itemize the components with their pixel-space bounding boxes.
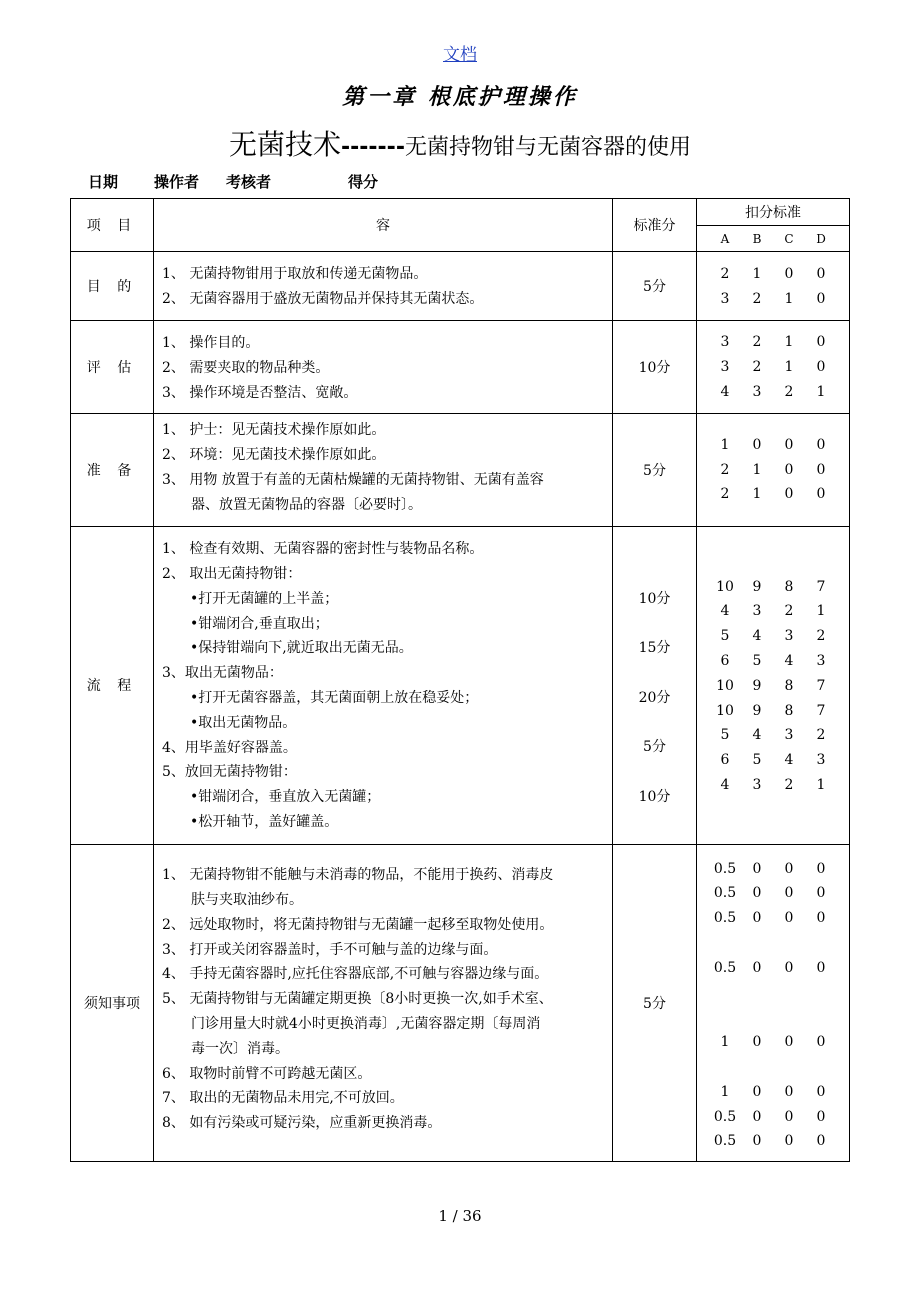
- score-cell: 3: [816, 652, 826, 669]
- content-line: •保持钳端向下,就近取出无菌无品。: [190, 640, 413, 657]
- grade-a: A: [720, 231, 730, 246]
- row-content: [154, 414, 613, 526]
- score-cell: 2: [720, 265, 730, 282]
- score-cell: 9: [752, 578, 762, 595]
- row-content: [154, 321, 613, 414]
- row-standard: 10分: [613, 321, 697, 414]
- score-cell: 0: [784, 436, 794, 453]
- row-standard: 5分: [613, 844, 697, 1161]
- content-line: 4、 手持无菌容器时,应托住容器底部,不可触与容器边缘与面。: [162, 966, 549, 983]
- score-cell: 7: [816, 578, 826, 595]
- score-cell: 0: [784, 885, 794, 902]
- row-item: 流 程: [71, 526, 154, 844]
- score-cell: 1: [784, 358, 794, 375]
- score-cell: 4: [720, 383, 730, 400]
- score-cell: 0: [752, 860, 762, 877]
- content-line: •取出无菌物品。: [190, 714, 297, 731]
- score-cell: [773, 1055, 805, 1080]
- score-cell: 4: [752, 727, 762, 744]
- content-line: 1、 无菌持物钳不能触与未消毒的物品，不能用于换药、消毒皮: [162, 867, 554, 884]
- score-cell: 2: [720, 486, 730, 503]
- score-cell: 0: [816, 486, 826, 503]
- table-row: [71, 414, 850, 526]
- content-line: •打开无菌容器盖，其无菌面朝上放在稳妥处；: [190, 690, 479, 707]
- field-examiner: 考核者: [226, 173, 272, 191]
- title-sub: 无菌持物钳与无菌容器的使用: [404, 135, 691, 160]
- score-cell: 3: [720, 290, 730, 307]
- row-item: 评 估: [71, 321, 154, 414]
- score-cell: [773, 931, 805, 956]
- score-cell: [805, 1005, 837, 1030]
- score-cell: 3: [752, 603, 762, 620]
- content-line: 肤与夹取油纱布。: [191, 891, 303, 908]
- score-cell: 3: [784, 628, 794, 645]
- score-cell: 0: [816, 358, 826, 375]
- header-item: 项 目: [71, 199, 154, 252]
- score-cell: 0.5: [713, 860, 737, 877]
- score-cell: 0: [752, 885, 762, 902]
- score-cell: 7: [816, 677, 826, 694]
- score-cell: 0.5: [713, 885, 737, 902]
- page-number: 1 / 36: [438, 1207, 482, 1225]
- chapter-heading: 第一章 根底护理操作: [342, 84, 578, 110]
- content-line: 7、 取出的无菌物品未用完,不可放回。: [162, 1090, 404, 1107]
- field-operator: 操作者: [154, 173, 200, 191]
- score-cell: [709, 931, 741, 956]
- score-cell: 0: [784, 265, 794, 282]
- field-date: 日期: [88, 173, 119, 191]
- std-score: 5分: [643, 739, 666, 756]
- score-cell: [741, 1055, 773, 1080]
- score-cell: 8: [784, 677, 794, 694]
- score-cell: 1: [816, 603, 826, 620]
- score-cell: 0: [784, 486, 794, 503]
- score-cell: 4: [784, 652, 794, 669]
- score-cell: 1: [752, 461, 762, 478]
- score-cell: 0: [816, 265, 826, 282]
- score-cell: 2: [784, 383, 794, 400]
- score-cell: 0: [784, 1034, 794, 1051]
- score-cell: [709, 1055, 741, 1080]
- header-deduction: 扣分标准: [697, 199, 850, 226]
- std-score: 20分: [638, 689, 671, 706]
- score-cell: 2: [784, 603, 794, 620]
- row-item: 目 的: [71, 252, 154, 321]
- score-cell: 0: [752, 959, 762, 976]
- score-cell: 2: [752, 334, 762, 350]
- score-cell: 0: [816, 959, 826, 976]
- content-line: 5、放回无菌持物钳：: [162, 764, 297, 781]
- score-cell: 0: [752, 1083, 762, 1100]
- document-link[interactable]: 文档: [443, 45, 477, 65]
- score-cell: 9: [752, 702, 762, 719]
- score-cell: 0: [816, 860, 826, 877]
- content-line: 8、 如有污染或可疑污染，应重新更换消毒。: [162, 1115, 442, 1132]
- content-line: 3、 打开或关闭容器盖时，手不可触与盖的边缘与面。: [162, 941, 498, 958]
- score-cell: 5: [720, 727, 730, 744]
- row-scores: [697, 844, 850, 1161]
- score-cell: 5: [752, 752, 762, 769]
- content-line: 2、 无菌容器用于盛放无菌物品并保持其无菌状态。: [162, 290, 484, 307]
- score-cell: 6: [720, 652, 730, 669]
- score-cell: 2: [784, 776, 794, 793]
- score-cell: 0: [784, 959, 794, 976]
- grade-d: D: [816, 231, 826, 246]
- score-cell: [709, 981, 741, 1006]
- score-cell: 0: [784, 910, 794, 927]
- score-cell: 0: [816, 436, 826, 453]
- score-cell: 0.5: [713, 1133, 737, 1150]
- score-cell: 3: [720, 358, 730, 375]
- score-cell: 1: [784, 290, 794, 307]
- score-cell: 0: [816, 910, 826, 927]
- title-dash: -------: [341, 135, 405, 160]
- content-line: 毒一次〕消毒。: [191, 1040, 289, 1057]
- score-cell: [709, 1005, 741, 1030]
- grade-c: C: [784, 231, 794, 246]
- content-line: •钳端闭合,垂直取出；: [190, 615, 329, 632]
- score-cell: 0: [784, 1083, 794, 1100]
- row-content: [154, 844, 613, 1161]
- score-cell: 0: [816, 290, 826, 307]
- score-cell: 0.5: [713, 959, 737, 976]
- table-row: [71, 252, 850, 321]
- content-line: 1、 无菌持物钳用于取放和传递无菌物品。: [162, 265, 428, 282]
- row-standard: 5分: [613, 252, 697, 321]
- score-cell: 1: [720, 436, 730, 453]
- score-cell: [773, 1005, 805, 1030]
- score-cell: 0: [784, 860, 794, 877]
- score-cell: 0: [752, 1108, 762, 1125]
- row-scores: [697, 252, 850, 321]
- content-line: 4、用毕盖好容器盖。: [162, 739, 297, 756]
- content-line: 1、 操作目的。: [162, 335, 260, 351]
- score-cell: 4: [720, 776, 730, 793]
- scoring-table: [70, 198, 850, 1162]
- score-cell: [805, 931, 837, 956]
- std-score: 15分: [638, 640, 671, 657]
- content-line: 5、 无菌持物钳与无菌罐定期更换〔8小时更换一次,如手术室、: [162, 991, 553, 1008]
- content-line: 2、 远处取物时，将无菌持物钳与无菌罐一起移至取物处使用。: [162, 916, 554, 933]
- score-cell: 0: [752, 436, 762, 453]
- content-line: 1、 护士：见无菌技术操作原如此。: [162, 422, 386, 439]
- score-cell: 8: [784, 578, 794, 595]
- score-cell: [773, 981, 805, 1006]
- score-cell: 2: [752, 358, 762, 375]
- score-cell: 2: [752, 290, 762, 307]
- score-cell: 0: [816, 461, 826, 478]
- score-cell: 3: [784, 727, 794, 744]
- score-cell: 8: [784, 702, 794, 719]
- score-cell: 1: [816, 776, 826, 793]
- row-content: [154, 252, 613, 321]
- score-cell: [805, 981, 837, 1006]
- content-line: 门诊用量大时就4小时更换消毒〕,无菌容器定期〔每周消: [191, 1015, 541, 1032]
- score-cell: 0: [816, 1083, 826, 1100]
- score-cell: 3: [720, 334, 730, 350]
- row-content: [154, 526, 613, 844]
- field-score: 得分: [348, 173, 379, 191]
- score-cell: 2: [816, 628, 826, 645]
- score-cell: 0: [752, 910, 762, 927]
- row-scores: [697, 321, 850, 414]
- table-row: [71, 844, 850, 1161]
- score-cell: 0: [752, 1034, 762, 1051]
- row-scores: [697, 414, 850, 526]
- header-standard: 标准分: [613, 199, 697, 252]
- score-cell: 4: [784, 752, 794, 769]
- score-cell: 2: [720, 461, 730, 478]
- score-cell: 10: [716, 677, 734, 694]
- score-cell: 10: [716, 702, 734, 719]
- row-standard: [613, 526, 697, 844]
- score-cell: 5: [720, 628, 730, 645]
- std-score: 10分: [638, 590, 671, 607]
- table-row: [71, 526, 850, 844]
- score-cell: 0: [784, 1108, 794, 1125]
- content-line: 2、 需要夹取的物品种类。: [162, 359, 330, 376]
- row-standard: 5分: [613, 414, 697, 526]
- header-content: 容: [154, 199, 613, 252]
- row-scores: [697, 526, 850, 844]
- score-cell: 6: [720, 752, 730, 769]
- score-cell: 0: [816, 334, 826, 350]
- score-cell: 3: [816, 752, 826, 769]
- score-cell: 3: [752, 383, 762, 400]
- content-line: 3、取出无菌物品：: [162, 665, 283, 682]
- score-cell: 7: [816, 702, 826, 719]
- header-grades: [697, 226, 850, 252]
- score-cell: [805, 1055, 837, 1080]
- content-line: 3、 操作环境是否整洁、宽敞。: [162, 384, 358, 401]
- score-cell: 1: [752, 265, 762, 282]
- score-cell: 0: [816, 1133, 826, 1150]
- content-line: 6、 取物时前臂不可跨越无菌区。: [162, 1065, 372, 1082]
- content-line: •钳端闭合，垂直放入无菌罐；: [190, 789, 381, 806]
- score-cell: 1: [784, 334, 794, 350]
- score-cell: 4: [720, 603, 730, 620]
- score-cell: [741, 1005, 773, 1030]
- score-cell: 0: [816, 1108, 826, 1125]
- title-main: 无菌技术: [229, 128, 342, 161]
- row-item: 须知事项: [71, 844, 154, 1161]
- score-cell: [741, 931, 773, 956]
- score-cell: 0.5: [713, 910, 737, 927]
- content-line: 器、放置无菌物品的容器〔必要时〕。: [191, 496, 422, 513]
- score-cell: [741, 981, 773, 1006]
- score-cell: 1: [752, 486, 762, 503]
- table-row: [71, 321, 850, 414]
- content-line: 1、 检查有效期、无菌容器的密封性与装物品名称。: [162, 541, 484, 558]
- content-line: 2、 环境：见无菌技术操作原如此。: [162, 447, 386, 464]
- score-cell: 2: [816, 727, 826, 744]
- content-line: •松开轴节，盖好罐盖。: [190, 814, 339, 831]
- row-item: 准 备: [71, 414, 154, 526]
- score-cell: 0: [816, 885, 826, 902]
- score-cell: 10: [716, 578, 734, 595]
- content-line: 3、 用物 放置于有盖的无菌枯燥罐的无菌持物钳、无菌有盖容: [162, 471, 544, 488]
- score-cell: 9: [752, 677, 762, 694]
- score-cell: 0: [752, 1133, 762, 1150]
- score-cell: 1: [816, 383, 826, 400]
- content-line: •打开无菌罐的上半盖；: [190, 590, 339, 607]
- score-cell: 1: [720, 1083, 730, 1100]
- score-cell: 0: [816, 1034, 826, 1051]
- score-cell: 0.5: [713, 1108, 737, 1125]
- page-title: [0, 123, 920, 163]
- score-cell: 0: [784, 461, 794, 478]
- score-cell: 5: [752, 652, 762, 669]
- score-cell: 0: [784, 1133, 794, 1150]
- grade-b: B: [752, 231, 762, 246]
- score-cell: 4: [752, 628, 762, 645]
- score-cell: 3: [752, 776, 762, 793]
- content-line: 2、 取出无菌持物钳：: [162, 566, 302, 583]
- score-cell: 1: [720, 1034, 730, 1051]
- std-score: 10分: [638, 788, 671, 805]
